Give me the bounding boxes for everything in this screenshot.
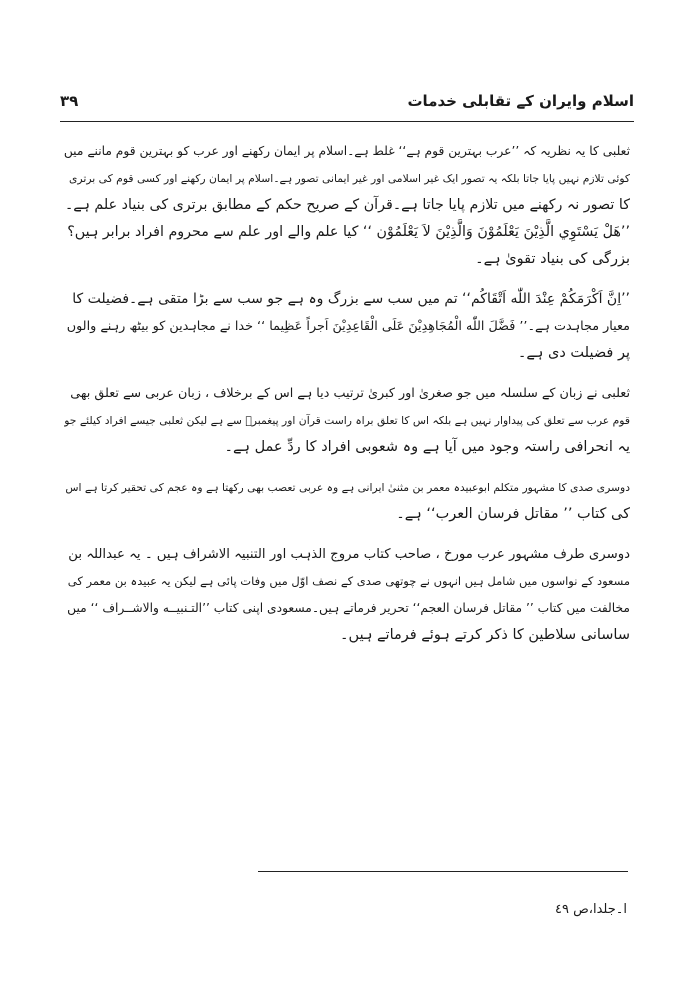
paragraph-line: قوم عرب سے تعلق کی پیداوار نہیں ہے بلکہ اس کا تعلق براہ راست قرآن اور پیغمبرؐ سے ہے لیکن ثعلبی جیسے افراد کیلئے جو: [64, 414, 630, 427]
running-title: اسلام وایران کے تقابلی خدمات: [407, 92, 634, 110]
body-text: [64, 138, 630, 649]
paragraph-line: ثعلبی نے زبان کے سلسلہ میں جو صغریٰ اور کبریٰ ترتیب دیا ہے اس کے برخلاف ، زبان عربی سے تعلق بھی: [70, 386, 630, 401]
footnote: ا۔جلدا،ص ٤٩: [554, 902, 627, 917]
paragraph-line: یہ انحرافی راستہ وجود میں آیا ہے وہ شعوبی افراد کا ردِّ عمل ہے۔: [224, 439, 630, 455]
paragraph-line: کی کتاب ’’ مقاتل فرسان العرب‘‘ ہے۔: [396, 506, 630, 522]
header-divider: [60, 121, 634, 122]
footnote-divider: [258, 871, 628, 872]
paragraph-line: دوسری صدی کا مشہور متکلم ابوعبیدہ معمر بن مثنیٰ ایرانی ہے وہ عربی تعصب بھی رکھتا ہے وہ عجم کی تحقیر کرتا ہے اس: [65, 481, 630, 494]
paragraph-line: کا تصور نہ رکھنے میں تلازم پایا جاتا ہے۔قرآن کے صریح حکم کے مطابق برتری کی بنیاد علم ہے۔: [64, 197, 630, 213]
quran-verse-line: معیار مجاہدت ہے۔’’ فَضَّلَ اللّٰه الْمُجَاهِدِيْنَ عَلَى الْقَاعِدِيْنَ اَجراً عَظِيما ‘‘ خدا نے مجاہدین کو بیٹھ رہنے والوں: [66, 319, 630, 334]
paragraph-line: پر فضیلت دی ہے۔: [517, 345, 630, 361]
page-number: ٣٩: [60, 92, 79, 110]
paragraph-line: دوسری طرف مشہور عرب مورخ ، صاحب کتاب مروج الذہب اور التنبیہ الاشراف ہیں ۔ یہ عبداللہ بن: [68, 547, 630, 562]
paragraph-line: مخالفت میں کتاب ’’ مقاتل فرسان العجم‘‘ تحریر فرماتے ہیں۔مسعودی اپنی کتاب ’’التـنبيــه والاشــراف ‘‘ میں: [67, 601, 630, 615]
quran-verse-line: ’’هَلْ يَسْتَوِي الَّذِيْنَ يَعْلَمُوْنَ وَالَّذِيْنَ لاَ يَعْلَمُوْن ‘‘ کیا علم والے اور علم سے محروم افراد برابر ہیں؟: [67, 224, 630, 240]
paragraph-line: بزرگی کی بنیاد تقویٰ ہے۔: [475, 251, 630, 267]
paragraph-line: مسعود کے نواسوں میں شامل ہیں انہوں نے چوتھی صدی کے نصف اوّل میں وفات پائی ہے لیکن یہ عبیدہ بن معمر کی: [67, 574, 630, 588]
page-header: [60, 88, 634, 118]
paragraph-line: ثعلبی کا یہ نظریہ کہ ’’عرب بہترین قوم ہے‘‘ غلط ہے۔اسلام پر ایمان رکھنے اور عرب کو بہترین قوم ماننے میں: [64, 144, 630, 158]
quran-verse-line: ’’اِنَّ اَكْرَمَكُمْ عِنْدَ اللّٰه اَتْقَاكُم‘‘ تم میں سب سے بزرگ وہ ہے جو سب سے بڑا متقی ہے۔فضیلت کا: [72, 291, 630, 307]
paragraph-line: ساسانی سلاطین کا ذکر کرتے ہوئے فرماتے ہیں۔: [340, 627, 630, 643]
paragraph-line: کوئی تلازم نہیں پایا جاتا بلکہ یہ تصور ایک غیر اسلامی اور غیر ایمانی تصور ہے۔اسلام پر ایمان رکھنے اور کسی قوم کی برتری: [69, 172, 630, 185]
